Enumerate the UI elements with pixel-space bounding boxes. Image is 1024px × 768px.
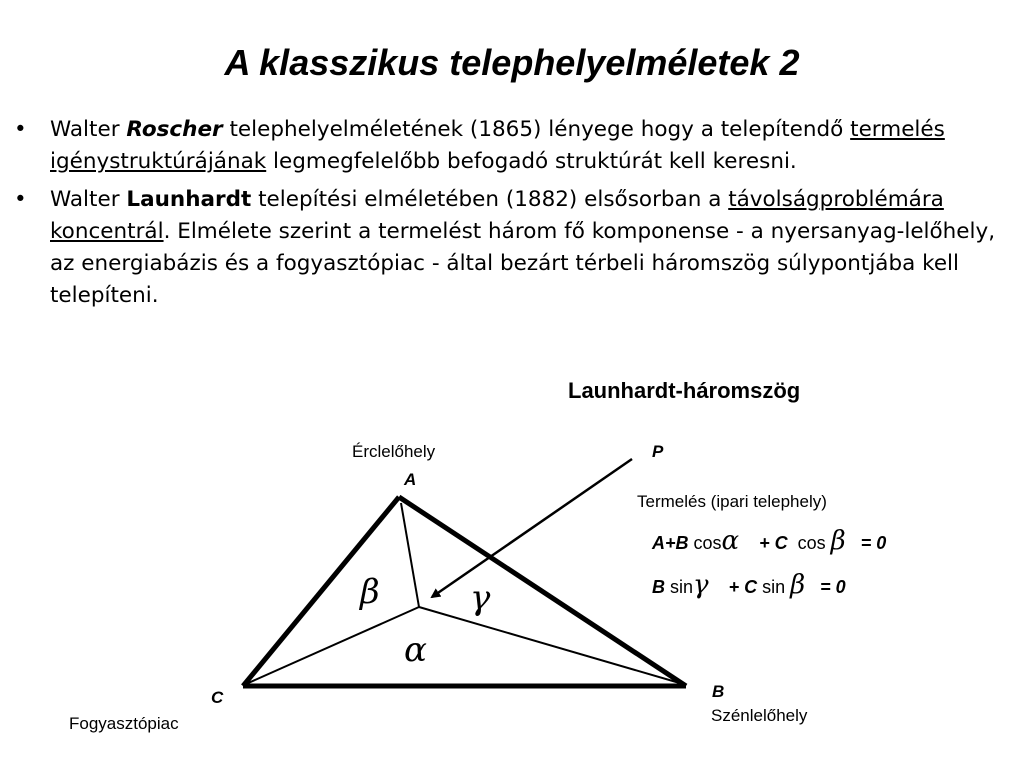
eq1-greek1: α	[721, 526, 740, 556]
bullet-marker: •	[14, 187, 27, 212]
eq1-fn1: cos	[688, 533, 722, 553]
bullet-text: telephelyelméletének (1865) lényege hogy a telepítendő	[222, 117, 851, 142]
eq1-lhs: A+B	[652, 533, 689, 553]
bullet-text: telepítési elméletében (1882) elsősorban a	[251, 187, 729, 212]
bullet-marker: •	[14, 117, 27, 142]
label-production-site: Termelés (ipari telephely)	[637, 492, 827, 511]
segment-pc	[246, 607, 419, 684]
vertex-a-label: A	[404, 470, 417, 489]
angle-alpha-symbol: α	[404, 630, 427, 670]
segment-pa	[401, 503, 419, 607]
eq2-fn1: sin	[665, 577, 694, 597]
label-coal-deposit: Szénlelőhely	[711, 706, 808, 725]
equation-sin	[652, 570, 846, 600]
eq1-plus: + C	[759, 533, 788, 553]
name-launhardt: Launhardt	[126, 187, 252, 212]
eq2-fn2: sin	[757, 577, 786, 597]
label-ore-deposit: Érclelőhely	[352, 442, 436, 461]
underlined-phrase: távolságproblémára koncentrál	[50, 187, 944, 244]
eq2-rhs: = 0	[820, 577, 846, 597]
bullet-text: Walter	[50, 187, 127, 212]
equation-cos	[652, 526, 886, 556]
eq1-greek2: β	[830, 526, 846, 556]
eq1-fn2: cos	[792, 533, 826, 553]
bullet-text: . Elmélete szerint a termelést három fő komponense - a nyersanyag-lelőhely, az energiabázis és a fogyasztópiac - által bezárt térbeli háromszög súlypontjába kell telepíteni.	[50, 219, 996, 308]
segment-pb	[419, 607, 683, 684]
eq2-greek1: γ	[693, 570, 709, 600]
eq1-rhs: = 0	[860, 533, 887, 553]
pointer-arrow	[432, 459, 632, 597]
eq2-greek2: β	[790, 570, 806, 600]
label-consumer-market: Fogyasztópiac	[69, 714, 179, 733]
diagram-title: Launhardt-háromszög	[568, 378, 801, 403]
vertex-b-label: B	[712, 682, 725, 701]
angle-beta-symbol: β	[360, 572, 380, 612]
bullet-text: Walter	[50, 117, 127, 142]
underlined-phrase: termelés igénystruktúrájának	[50, 117, 945, 174]
name-roscher: Roscher	[126, 117, 223, 142]
point-p-label: P	[652, 442, 664, 461]
eq2-plus: + C	[728, 577, 758, 597]
eq2-lhs: B	[652, 577, 665, 597]
bullet-text: legmegfelelőbb befogadó struktúrát kell keresni.	[266, 149, 797, 174]
angle-gamma-symbol: γ	[470, 578, 491, 618]
slide-title: A klasszikus telephelyelméletek 2	[224, 42, 800, 83]
vertex-c-label: C	[211, 688, 224, 707]
